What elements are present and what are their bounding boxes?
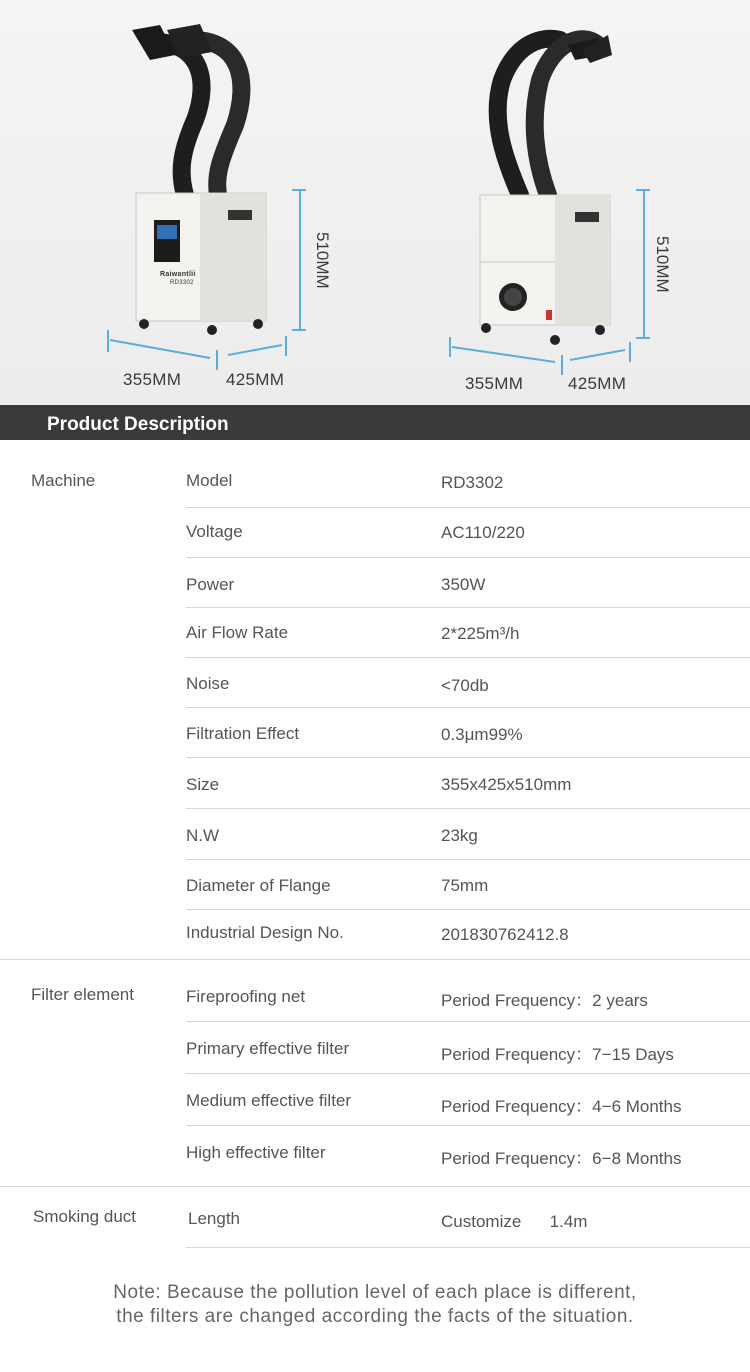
product-images — [0, 0, 750, 405]
spec-label: Noise — [186, 674, 230, 693]
spec-value: Period Frequency：2 years — [441, 991, 648, 1010]
right-width-label: 355MM — [465, 374, 524, 393]
spec-value: 2*225m³/h — [441, 624, 520, 643]
note-line-2: the filters are changed according the facts of the situation. — [116, 1306, 634, 1327]
row-divider — [186, 909, 750, 910]
spec-label: Primary effective filter — [186, 1039, 350, 1058]
section-divider — [0, 959, 750, 960]
row-divider — [186, 507, 750, 508]
spec-label: Air Flow Rate — [186, 623, 289, 642]
spec-label: Length — [188, 1209, 240, 1228]
spec-value: Period Frequency：6−8 Months — [441, 1149, 682, 1168]
spec-value: Period Frequency：7−15 Days — [441, 1045, 674, 1064]
section-divider — [0, 1186, 750, 1187]
right-depth-label: 425MM — [568, 374, 627, 393]
spec-label: Power — [186, 575, 235, 594]
right-unit-back — [450, 35, 650, 375]
left-depth-label: 425MM — [226, 370, 285, 389]
row-divider — [186, 859, 750, 860]
row-divider — [186, 1125, 750, 1126]
right-height-label: 510MM — [653, 236, 672, 293]
row-divider — [186, 1247, 750, 1248]
spec-label: Industrial Design No. — [186, 923, 344, 942]
spec-label: High effective filter — [186, 1143, 326, 1162]
spec-label: Diameter of Flange — [186, 876, 331, 895]
spec-value: AC110/220 — [441, 523, 525, 542]
category-filter: Filter element — [31, 985, 134, 1004]
device-brand: Raiwantlii — [160, 271, 196, 278]
spec-value: 201830762412.8 — [441, 925, 569, 944]
row-divider — [186, 557, 750, 558]
row-divider — [186, 657, 750, 658]
section-header — [0, 405, 750, 440]
row-divider — [186, 607, 750, 608]
row-divider — [186, 1073, 750, 1074]
spec-value: Period Frequency：4−6 Months — [441, 1097, 682, 1116]
row-divider — [186, 707, 750, 708]
spec-value: 350W — [441, 575, 486, 594]
spec-label: Medium effective filter — [186, 1091, 352, 1110]
spec-value: RD3302 — [441, 473, 504, 492]
left-width-label: 355MM — [123, 370, 182, 389]
spec-label: Size — [186, 775, 220, 794]
left-height-label: 510MM — [313, 232, 332, 289]
left-unit-front — [108, 24, 306, 370]
spec-value: 75mm — [441, 876, 489, 895]
spec-value: 355x425x510mm — [441, 775, 572, 794]
spec-label: Fireproofing net — [186, 987, 306, 1006]
spec-label: Voltage — [186, 522, 243, 541]
device-model: RD3302 — [170, 280, 194, 286]
note-line-1: Note: Because the pollution level of each place is different, — [113, 1282, 637, 1303]
spec-value: 23kg — [441, 826, 478, 845]
row-divider — [186, 1021, 750, 1022]
spec-label: N.W — [186, 826, 220, 845]
spec-value: Customize 1.4m — [441, 1212, 588, 1231]
category-duct: Smoking duct — [33, 1207, 136, 1226]
spec-label: Filtration Effect — [186, 724, 300, 743]
row-divider — [186, 808, 750, 809]
spec-value: <70db — [441, 676, 489, 695]
section-title: Product Description — [47, 414, 229, 435]
product-illustration — [0, 0, 750, 405]
category-machine: Machine — [31, 471, 96, 490]
row-divider — [186, 757, 750, 758]
spec-value: 0.3μm99% — [441, 725, 523, 744]
spec-label: Model — [186, 471, 233, 490]
